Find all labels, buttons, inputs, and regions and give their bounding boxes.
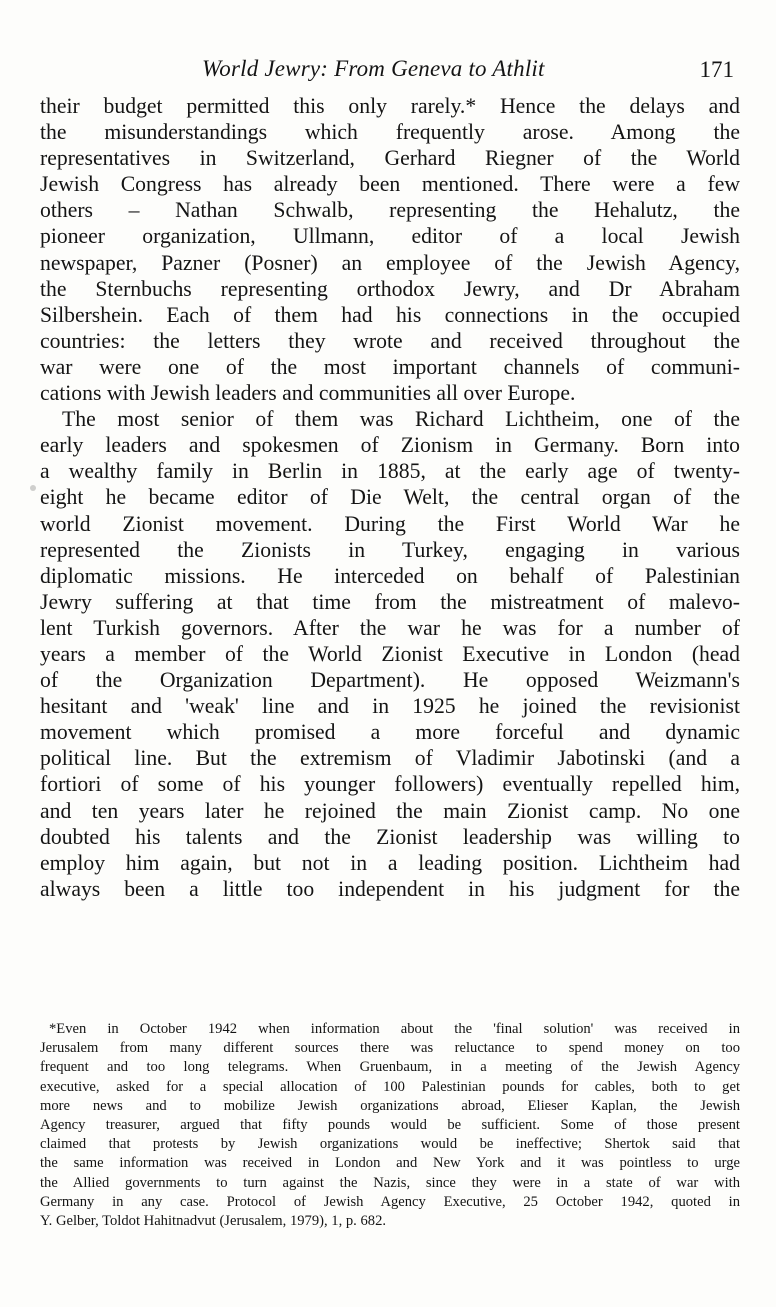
body-line: early leaders and spokesmen of Zionism in Germany. Born into [40,433,740,458]
footnote-line: more news and to mobilize Jewish organizations abroad, Elieser Kaplan, the Jewish [40,1097,740,1114]
body-line: years a member of the World Zionist Executive in London (head [40,641,740,666]
footnote-line: claimed that protests by Jewish organizations would be ineffective; Shertok said that [40,1136,740,1153]
footnote-line: Y. Gelber, Toldot Hahitnadvut (Jerusalem, 1979), 1, p. 682. [40,1212,387,1229]
body-line: world Zionist movement. During the First World War he [40,511,740,536]
body-line: Jewry suffering at that time from the mistreatment of malevo- [40,589,740,614]
body-line: the Sternbuchs representing orthodox Jewry, and Dr Abraham [40,276,740,301]
body-line: doubted his talents and the Zionist leadership was willing to [40,824,740,849]
body-line: Jewish Congress has already been mentioned. There were a few [40,172,740,197]
footnote-line: frequent and too long telegrams. When Gruenbaum, in a meeting of the Jewish Agency [40,1059,740,1076]
body-line: and ten years later he rejoined the main Zionist camp. No one [40,798,740,823]
body-line: cations with Jewish leaders and communities all over Europe. [40,381,576,406]
footnote-line: the Allied governments to turn against the Nazis, since they were in a state of war with [40,1174,740,1191]
footnote-line: executive, asked for a special allocation of 100 Palestinian pounds for cables, both to get [40,1078,740,1095]
body-line: hesitant and 'weak' line and in 1925 he joined the revisionist [40,694,740,719]
body-line: war were one of the most important channels of communi- [40,354,740,379]
footnote-line: *Even in October 1942 when information about the 'final solution' was received in [49,1021,740,1037]
body-line: employ him again, but not in a leading position. Lichtheim had [40,850,740,875]
body-line: diplomatic missions. He interceded on behalf of Palestinian [40,563,740,588]
footnote [40,1020,740,1231]
body-line: their budget permitted this only rarely.* Hence the delays and [40,94,740,118]
body-line: eight he became editor of Die Welt, the central organ of the [40,485,740,510]
paragraph-start-line: The most senior of them was Richard Lichtheim, one of the [62,407,740,432]
body-line: a wealthy family in Berlin in 1885, at the early age of twenty- [40,459,740,484]
body-line: of the Organization Department). He opposed Weizmann's [40,668,740,693]
body-line: representatives in Switzerland, Gerhard Riegner of the World [40,146,740,171]
body-line: the misunderstandings which frequently arose. Among the [40,120,740,145]
body-line: pioneer organization, Ullmann, editor of a local Jewish [40,224,740,249]
body-line: movement which promised a more forceful and dynamic [40,720,740,745]
body-line: political line. But the extremism of Vladimir Jabotinski (and a [40,746,740,771]
page-number: 171 [699,57,734,82]
body-line: always been a little too independent in his judgment for the [40,876,740,901]
body-line: fortiori of some of his younger followers) eventually repelled him, [40,772,740,797]
body-text [40,93,740,902]
body-line: countries: the letters they wrote and received throughout the [40,328,740,353]
footnote-line: Agency treasurer, argued that fifty pounds would be sufficient. Some of those present [40,1116,740,1133]
body-line: Silbershein. Each of them had his connections in the occupied [40,302,740,327]
running-head [40,56,740,90]
footnote-line: Jerusalem from many different sources there was reluctance to spend money on too [40,1040,740,1057]
body-line: others – Nathan Schwalb, representing the Hehalutz, the [40,198,740,223]
footnote-line: Germany in any case. Protocol of Jewish Agency Executive, 25 October 1942, quoted in [40,1193,740,1210]
body-line: represented the Zionists in Turkey, engaging in various [40,537,740,562]
body-line: newspaper, Pazner (Posner) an employee of the Jewish Agency, [40,250,740,275]
footnote-line: the same information was received in London and New York and it was pointless to urge [40,1155,740,1172]
body-line: lent Turkish governors. After the war he was for a number of [40,615,740,640]
scan-smudge [30,485,36,491]
running-title: World Jewry: From Geneva to Athlit [202,56,545,81]
